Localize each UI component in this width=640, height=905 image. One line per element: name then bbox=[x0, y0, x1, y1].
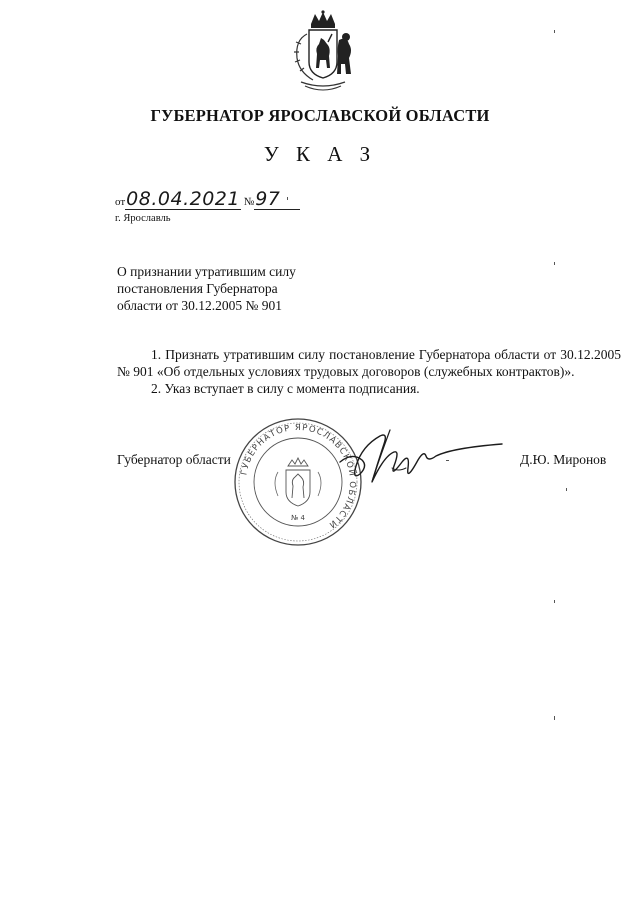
scan-speck bbox=[554, 30, 555, 33]
issue-city: г. Ярославль bbox=[115, 213, 171, 224]
body-paragraph: 2. Указ вступает в силу с момента подписания. bbox=[151, 381, 420, 396]
handwritten-signature-icon bbox=[332, 422, 512, 490]
scan-speck bbox=[554, 600, 555, 603]
yaroslavl-coat-of-arms-icon bbox=[283, 10, 363, 96]
number-prefix: № bbox=[243, 196, 255, 208]
document-number: 97 bbox=[255, 188, 281, 210]
scan-speck bbox=[287, 197, 288, 200]
signatory-name: Д.Ю. Миронов bbox=[520, 452, 607, 467]
scan-speck bbox=[566, 488, 567, 491]
scan-speck bbox=[446, 460, 449, 461]
seal-text: ГУБЕРНАТОР ЯРОСЛАВСКОЙ ОБЛАСТИ bbox=[239, 422, 358, 531]
document-subject bbox=[117, 263, 377, 314]
subject-line: О признании утратившим силу bbox=[117, 264, 296, 279]
subject-line: области от 30.12.2005 № 901 bbox=[117, 298, 282, 313]
issuing-authority-heading: ГУБЕРНАТОР ЯРОСЛАВСКОЙ ОБЛАСТИ bbox=[150, 106, 490, 125]
date-value: 08.04.2021 bbox=[126, 188, 240, 210]
seal-number: № 4 bbox=[291, 514, 305, 522]
scan-speck bbox=[554, 716, 555, 720]
date-prefix: от bbox=[115, 196, 126, 208]
document-body bbox=[117, 346, 621, 397]
date-number-line bbox=[115, 188, 300, 210]
subject-line: постановления Губернатора bbox=[117, 281, 278, 296]
scan-speck bbox=[554, 262, 555, 265]
body-paragraph: 1. Признать утратившим силу постановление Губернатора области от 30.12.2005 № 901 «Об отдельных условиях трудовых договоров (служебных контрактов)». bbox=[117, 347, 621, 379]
signatory-title: Губернатор области bbox=[117, 452, 231, 467]
document-type-title: У К А З bbox=[263, 142, 377, 166]
